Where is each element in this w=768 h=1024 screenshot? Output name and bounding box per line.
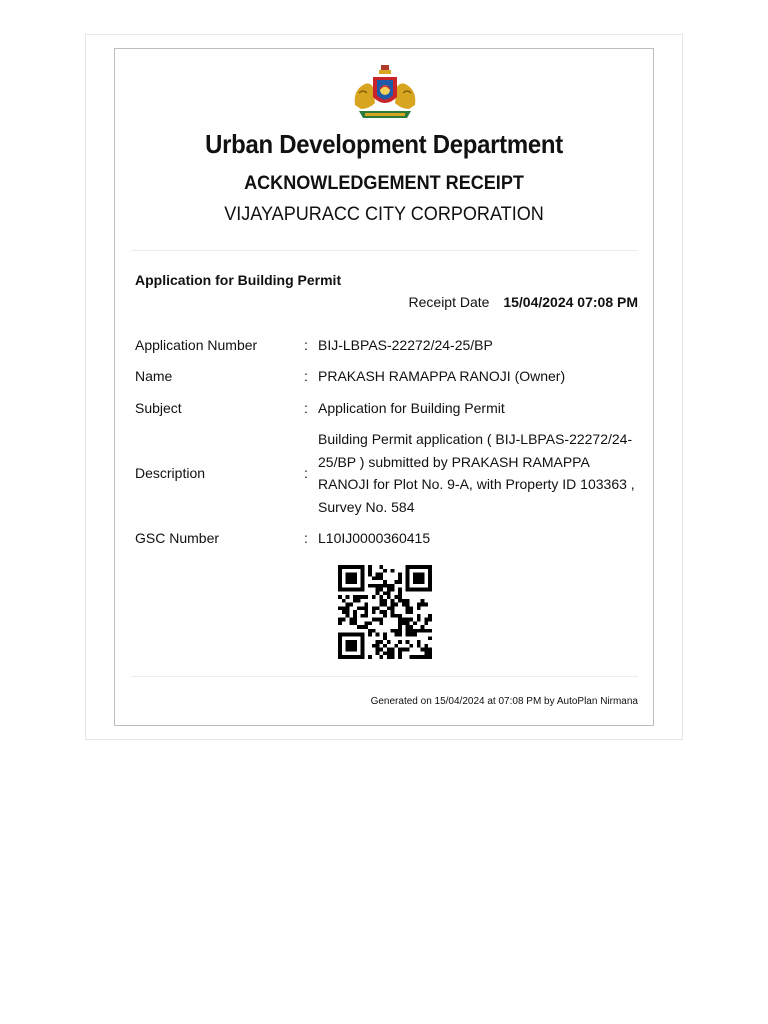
detail-label: Name — [135, 368, 173, 384]
department-title: Urban Development Department — [205, 129, 563, 159]
detail-value: BIJ-LBPAS-22272/24-25/BP — [318, 336, 493, 353]
detail-separator: : — [304, 530, 308, 546]
acknowledgement-receipt — [114, 48, 654, 726]
table-row — [135, 392, 640, 424]
karnataka-emblem-icon — [351, 63, 419, 121]
detail-separator: : — [304, 464, 308, 481]
receipt-date — [409, 294, 638, 310]
receipt-date-value: 15/04/2024 07:08 PM — [503, 294, 638, 310]
detail-value: PRAKASH RAMAPPA RANOJI (Owner) — [318, 368, 566, 384]
detail-value: L10IJ0000360415 — [318, 530, 431, 546]
detail-separator: : — [304, 336, 308, 353]
header-divider — [131, 250, 638, 251]
receipt-date-label: Receipt Date — [408, 294, 490, 310]
receipt-title: ACKNOWLEDGEMENT RECEIPT — [244, 173, 524, 194]
detail-value: Application for Building Permit — [318, 399, 505, 416]
table-row — [135, 523, 640, 555]
details-table — [135, 329, 640, 554]
corporation-name: VIJAYAPURACC CITY CORPORATION — [224, 204, 544, 225]
detail-label: Application Number — [135, 336, 258, 353]
detail-label: Subject — [135, 399, 182, 416]
table-row — [135, 424, 640, 523]
application-heading: Application for Building Permit — [135, 272, 342, 288]
detail-label: GSC Number — [135, 530, 220, 546]
qr-code-icon — [335, 565, 435, 659]
footer-divider — [131, 676, 638, 677]
detail-separator: : — [304, 399, 308, 416]
detail-separator: : — [304, 368, 308, 384]
table-row — [135, 329, 640, 361]
detail-label: Description — [135, 464, 206, 481]
table-row — [135, 361, 640, 393]
detail-value: Building Permit application ( BIJ-LBPAS-22272/24-25/BP ) submitted by PRAKASH RAMAPPA RANOJI for Plot No. 9-A, with Property ID 103363 , Survey No. 584 — [318, 431, 635, 515]
generated-note: Generated on 15/04/2024 at 07:08 PM by AutoPlan Nirmana — [370, 696, 638, 707]
